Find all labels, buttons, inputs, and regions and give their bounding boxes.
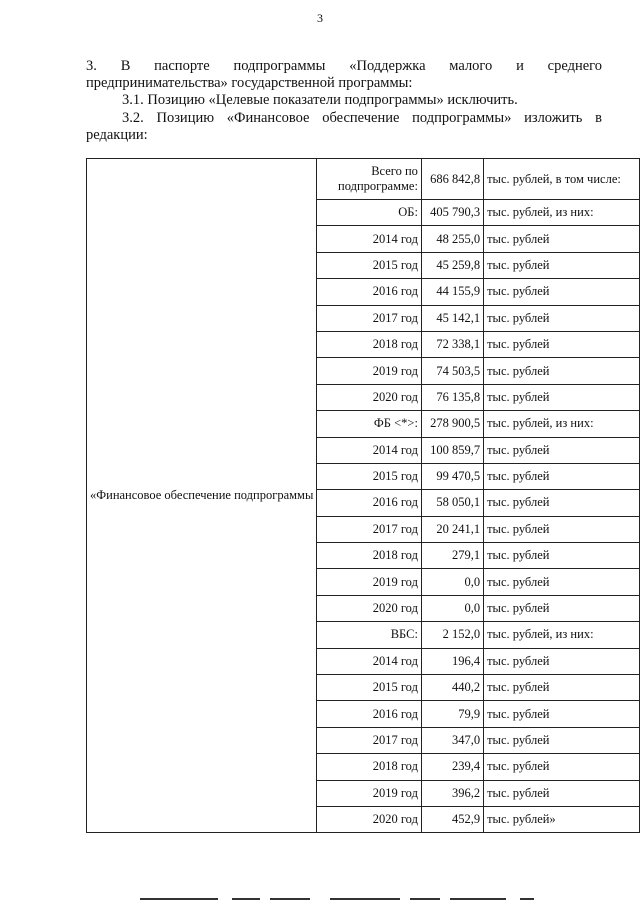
period-cell: Всего по подпрограмме: (317, 159, 422, 200)
amount-cell: 440,2 (421, 675, 483, 701)
amount-cell: 396,2 (421, 780, 483, 806)
unit-cell: тыс. рублей, из них: (484, 411, 640, 437)
unit-cell: тыс. рублей» (484, 806, 640, 832)
paragraph-3-2 (86, 110, 602, 144)
footer-rule (520, 898, 534, 900)
footer-rule (450, 898, 506, 900)
period-cell: 2019 год (317, 780, 422, 806)
amount-cell: 279,1 (421, 543, 483, 569)
period-cell: 2020 год (317, 806, 422, 832)
amount-cell: 0,0 (421, 569, 483, 595)
amount-cell: 72 338,1 (421, 331, 483, 357)
period-cell: 2015 год (317, 252, 422, 278)
amount-cell: 2 152,0 (421, 622, 483, 648)
financing-table (86, 158, 640, 833)
amount-cell: 99 470,5 (421, 463, 483, 489)
amount-cell: 48 255,0 (421, 226, 483, 252)
period-cell: 2017 год (317, 516, 422, 542)
unit-cell: тыс. рублей (484, 516, 640, 542)
footer-rule (140, 898, 218, 900)
period-cell: 2019 год (317, 358, 422, 384)
unit-cell: тыс. рублей, в том числе: (484, 159, 640, 200)
amount-cell: 452,9 (421, 806, 483, 832)
position-label-cell: «Финансовое обеспечение подпрограммы (87, 159, 317, 833)
amount-cell: 20 241,1 (421, 516, 483, 542)
unit-cell: тыс. рублей (484, 569, 640, 595)
unit-cell: тыс. рублей (484, 780, 640, 806)
unit-cell: тыс. рублей (484, 675, 640, 701)
amount-cell: 0,0 (421, 595, 483, 621)
footer-rule (270, 898, 310, 900)
amount-cell: 278 900,5 (421, 411, 483, 437)
period-cell: 2014 год (317, 648, 422, 674)
amount-cell: 405 790,3 (421, 200, 483, 226)
period-cell: 2019 год (317, 569, 422, 595)
amount-cell: 58 050,1 (421, 490, 483, 516)
period-cell: 2018 год (317, 331, 422, 357)
period-cell: 2017 год (317, 305, 422, 331)
paragraph-3-2-line-2: редакции: (86, 127, 148, 143)
period-cell: 2018 год (317, 543, 422, 569)
footer-rule (330, 898, 400, 900)
period-cell: 2020 год (317, 595, 422, 621)
unit-cell: тыс. рублей (484, 358, 640, 384)
period-cell: 2016 год (317, 490, 422, 516)
unit-cell: тыс. рублей (484, 384, 640, 410)
unit-cell: тыс. рублей (484, 543, 640, 569)
period-cell: 2015 год (317, 675, 422, 701)
paragraph-3-2-line-1: 3.2. Позицию «Финансовое обеспечение подпрограммы» изложить в (122, 110, 602, 126)
unit-cell: тыс. рублей (484, 279, 640, 305)
unit-cell: тыс. рублей (484, 754, 640, 780)
unit-cell: тыс. рублей (484, 727, 640, 753)
paragraph-3 (86, 58, 602, 92)
unit-cell: тыс. рублей, из них: (484, 622, 640, 648)
amount-cell: 196,4 (421, 648, 483, 674)
period-cell: 2016 год (317, 279, 422, 305)
period-cell: ОБ: (317, 200, 422, 226)
unit-cell: тыс. рублей (484, 463, 640, 489)
paragraph-3-line-2: предпринимательства» государственной программы: (86, 75, 413, 91)
table-row (87, 159, 640, 200)
period-cell: 2016 год (317, 701, 422, 727)
unit-cell: тыс. рублей (484, 305, 640, 331)
amount-cell: 44 155,9 (421, 279, 483, 305)
period-cell: ФБ <*>: (317, 411, 422, 437)
amount-cell: 76 135,8 (421, 384, 483, 410)
paragraph-3-1: 3.1. Позицию «Целевые показатели подпрограммы» исключить. (122, 92, 518, 108)
unit-cell: тыс. рублей (484, 701, 640, 727)
page-number: 3 (317, 11, 323, 25)
unit-cell: тыс. рублей (484, 226, 640, 252)
footer-rule (232, 898, 260, 900)
unit-cell: тыс. рублей (484, 648, 640, 674)
amount-cell: 45 259,8 (421, 252, 483, 278)
period-cell: 2014 год (317, 226, 422, 252)
unit-cell: тыс. рублей (484, 437, 640, 463)
footer-rule (410, 898, 440, 900)
amount-cell: 74 503,5 (421, 358, 483, 384)
amount-cell: 347,0 (421, 727, 483, 753)
period-cell: 2020 год (317, 384, 422, 410)
amount-cell: 79,9 (421, 701, 483, 727)
paragraph-3-line-1: 3. В паспорте подпрограммы «Поддержка малого и среднего (86, 58, 602, 74)
amount-cell: 239,4 (421, 754, 483, 780)
unit-cell: тыс. рублей (484, 595, 640, 621)
period-cell: 2014 год (317, 437, 422, 463)
period-cell: ВБС: (317, 622, 422, 648)
period-cell: 2015 год (317, 463, 422, 489)
unit-cell: тыс. рублей (484, 490, 640, 516)
period-cell: 2018 год (317, 754, 422, 780)
amount-cell: 686 842,8 (421, 159, 483, 200)
unit-cell: тыс. рублей (484, 331, 640, 357)
amount-cell: 100 859,7 (421, 437, 483, 463)
unit-cell: тыс. рублей, из них: (484, 200, 640, 226)
amount-cell: 45 142,1 (421, 305, 483, 331)
unit-cell: тыс. рублей (484, 252, 640, 278)
period-cell: 2017 год (317, 727, 422, 753)
